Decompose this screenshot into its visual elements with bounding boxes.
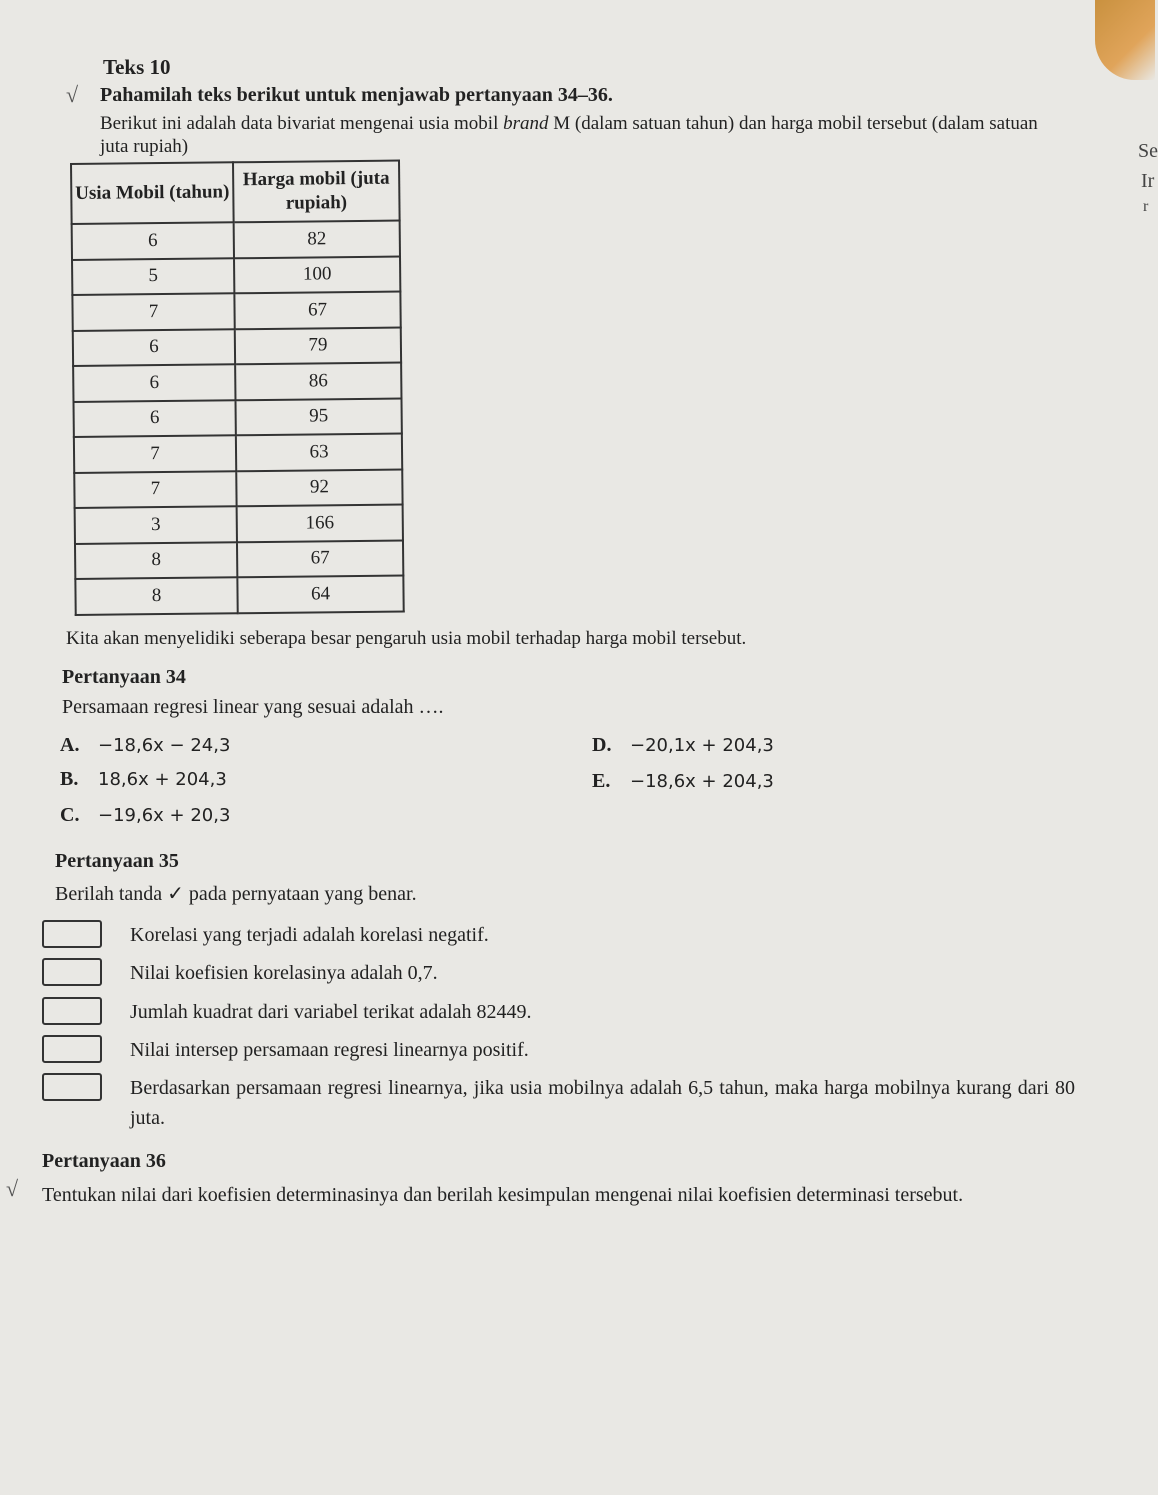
statement-checkbox[interactable] [42, 1073, 102, 1101]
statement-checkbox[interactable] [42, 1035, 102, 1063]
question-35-prompt: Berilah tanda ✓ pada pernyataan yang benar. [55, 883, 417, 905]
data-table [70, 160, 405, 616]
page-corner-shade [1095, 0, 1155, 80]
cell-price: 63 [236, 434, 402, 471]
cell-age: 6 [73, 364, 235, 401]
cell-age: 7 [74, 471, 236, 508]
option-letter: B. [60, 768, 79, 790]
cell-age: 6 [73, 400, 235, 437]
cell-price: 64 [237, 576, 403, 613]
option-e[interactable] [592, 770, 774, 793]
cell-age: 7 [72, 293, 234, 330]
option-expression: −20,1x + 204,3 [630, 735, 774, 756]
intro-paragraph [100, 112, 1040, 158]
cell-age: 8 [75, 577, 237, 614]
cell-price: 92 [236, 469, 402, 506]
cell-age: 6 [72, 222, 234, 259]
table-row [75, 505, 403, 544]
option-expression: 18,6x + 204,3 [98, 769, 227, 790]
cell-price: 166 [237, 505, 403, 542]
intro-part-1: Berikut ini adalah data bivariat mengenai usia mobil [100, 113, 504, 134]
option-d[interactable] [592, 734, 774, 757]
pen-check-mark: √ [6, 1176, 19, 1201]
text-label: Teks 10 [103, 55, 171, 79]
option-expression: −18,6x + 204,3 [630, 771, 774, 792]
option-letter: A. [60, 734, 80, 756]
statement-text: Korelasi yang terjadi adalah korelasi negatif. [130, 924, 489, 946]
option-letter: E. [592, 770, 611, 792]
table-row [75, 576, 403, 615]
statement-checkbox[interactable] [42, 958, 102, 986]
table-header-age: Usia Mobil (tahun) [71, 162, 234, 224]
cell-price: 79 [235, 327, 401, 364]
option-c[interactable] [60, 804, 230, 827]
table-row [74, 434, 402, 473]
statement-text: Berdasarkan persamaan regresi linearnya, jika usia mobilnya adalah 6,5 tahun, maka harga mobilnya kurang dari 80 juta. [130, 1077, 1075, 1129]
cell-price: 100 [234, 256, 400, 293]
option-letter: D. [592, 734, 612, 756]
cell-age: 5 [72, 258, 234, 295]
option-b[interactable] [60, 768, 227, 791]
cell-price: 82 [234, 221, 400, 258]
pen-check-mark: √ [66, 82, 79, 107]
cell-age: 3 [75, 506, 237, 543]
option-a[interactable] [60, 734, 230, 757]
table-row [73, 363, 401, 402]
table-row [73, 398, 401, 437]
table-row [75, 540, 403, 579]
cell-price: 67 [237, 540, 403, 577]
question-35-heading: Pertanyaan 35 [55, 850, 179, 872]
table-row [72, 256, 400, 295]
question-36-heading: Pertanyaan 36 [42, 1150, 166, 1172]
edge-fragment: Se [1138, 140, 1158, 162]
table-row [72, 221, 400, 260]
brand-word: brand [503, 113, 549, 134]
option-expression: −19,6x + 20,3 [98, 805, 231, 826]
cell-age: 7 [74, 435, 236, 472]
cell-age: 8 [75, 542, 237, 579]
table-row [73, 327, 401, 366]
edge-fragment: r [1143, 198, 1149, 215]
cell-price: 67 [234, 292, 400, 329]
statement-checkbox[interactable] [42, 997, 102, 1025]
intro-part-2: M (dalam satuan tahun) dan harga mobil tersebut (dalam satuan juta rupiah) [100, 113, 1038, 157]
cell-price: 86 [235, 363, 401, 400]
conclusion-text: Kita akan menyelidiki seberapa besar pengaruh usia mobil terhadap harga mobil tersebut. [66, 628, 747, 649]
question-36-prompt: Tentukan nilai dari koefisien determinasinya dan berilah kesimpulan mengenai nilai koefisien determinasi tersebut. [42, 1184, 964, 1206]
option-expression: −18,6x − 24,3 [98, 735, 231, 756]
option-letter: C. [60, 804, 80, 826]
table-row [72, 292, 400, 331]
cell-age: 6 [73, 329, 235, 366]
table-row [74, 469, 402, 508]
statement-text: Jumlah kuadrat dari variabel terikat adalah 82449. [130, 1001, 532, 1023]
statement-text: Nilai koefisien korelasinya adalah 0,7. [130, 962, 438, 984]
question-34-prompt: Persamaan regresi linear yang sesuai adalah …. [62, 696, 444, 718]
table-header-price: Harga mobil (juta rupiah) [233, 161, 400, 223]
edge-fragment: Ir [1141, 170, 1155, 192]
question-34-heading: Pertanyaan 34 [62, 666, 186, 688]
cell-price: 95 [235, 398, 401, 435]
statement-checkbox[interactable] [42, 920, 102, 948]
instruction: Pahamilah teks berikut untuk menjawab pertanyaan 34–36. [100, 84, 613, 106]
statement-text: Nilai intersep persamaan regresi linearnya positif. [130, 1039, 529, 1061]
